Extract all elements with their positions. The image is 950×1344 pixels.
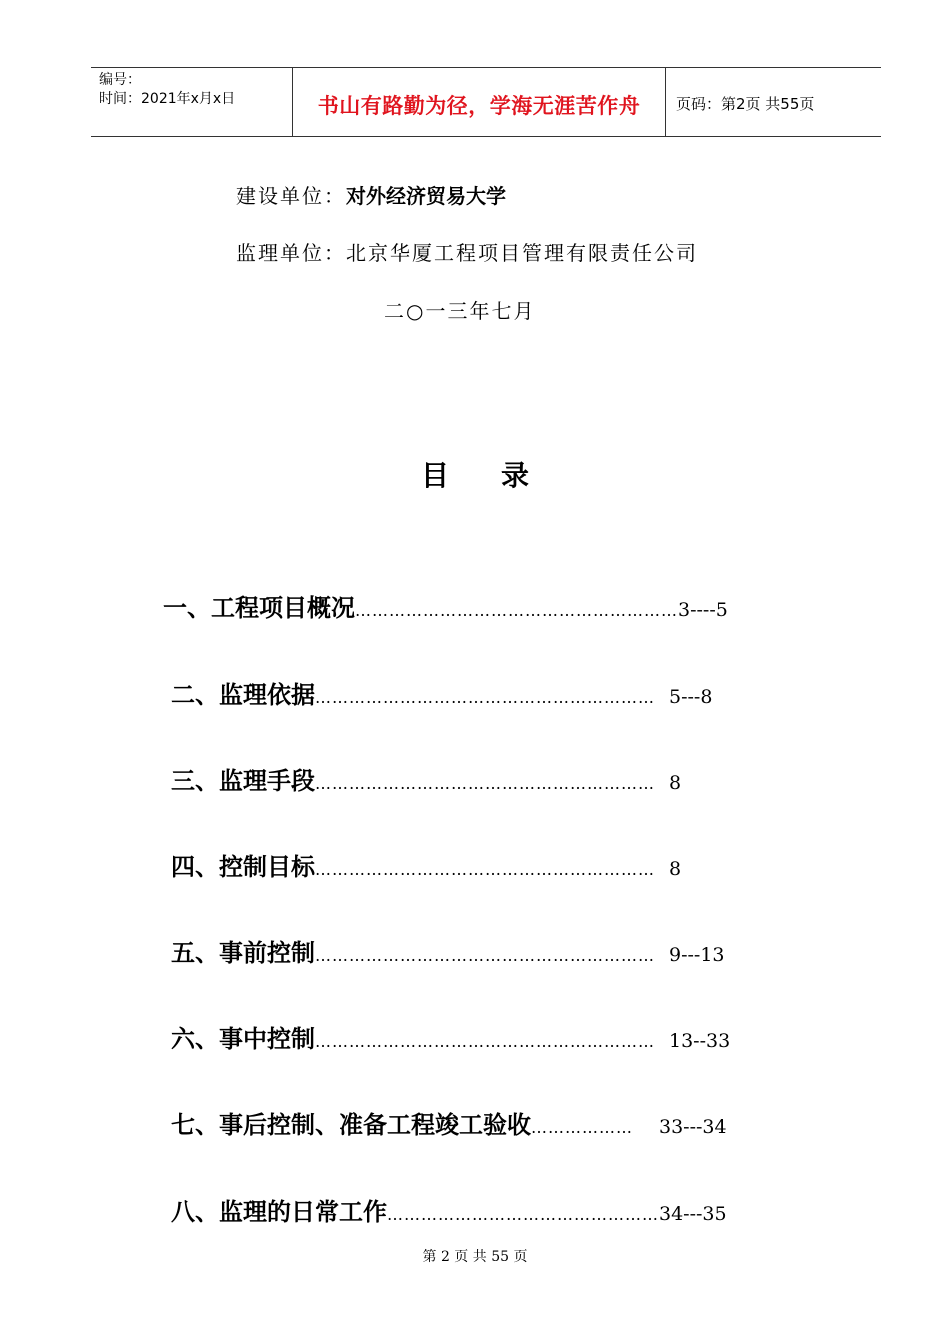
toc-item-leader: …………………………………………………… [315,946,655,965]
toc-item-pages: 13--33 [669,1030,731,1052]
toc-item-title: 二、监理依据 [171,681,315,709]
toc-item-leader: …………………………………………………… [315,688,655,707]
supervisor-row [236,237,698,266]
header-meta-cell [91,68,293,136]
supervisor-label: 监理单位： [236,241,346,265]
toc-item-title: 一、工程项目概况 [163,594,355,622]
page-footer: 第 2 页 共 55 页 [422,1249,528,1265]
toc-item-pages: 3----5 [678,599,728,621]
header-motto-cell [293,68,666,136]
toc-item-pages: 34---35 [659,1203,727,1225]
toc-item-leader: …………………………………………………… [315,860,655,879]
toc-item-title: 六、事中控制 [171,1025,315,1053]
toc-item[interactable] [171,1019,730,1054]
toc-item[interactable] [171,675,712,710]
toc-item-leader: ………………………………………… [387,1205,659,1224]
toc-item-pages: 5---8 [669,686,713,708]
toc-item-leader: …………………………………………………… [315,1032,655,1051]
toc-item-leader: ………………………………………………… [355,601,678,620]
toc-title [0,454,950,494]
header-motto: 书山有路勤为径，学海无涯苦作舟 [317,94,641,118]
supervisor-value: 北京华厦工程项目管理有限责任公司 [346,241,698,265]
client-value: 对外经济贸易大学 [346,184,506,208]
header-page-info: 页码：第2页 共55页 [676,95,815,113]
toc-item-pages: 9---13 [669,944,725,966]
toc-item-title: 七、事后控制、准备工程竣工验收 [171,1111,531,1139]
toc-item[interactable] [171,1105,727,1140]
toc-title-right: 录 [501,459,530,492]
toc-item-pages: 8 [669,858,682,880]
toc-item-title: 八、监理的日常工作 [171,1198,387,1226]
toc-item-title: 三、监理手段 [171,767,315,795]
toc-item[interactable] [171,761,681,796]
toc-item[interactable] [171,933,725,968]
toc-item-title: 五、事前控制 [171,939,315,967]
toc-item[interactable] [171,1192,727,1227]
toc-item[interactable] [171,847,681,882]
client-label: 建设单位： [236,184,346,208]
header-page-cell [666,68,881,136]
toc-title-left: 目 [420,459,449,492]
document-time-label: 时间：2021年x月x日 [99,91,236,107]
document-number-label: 编号： [99,72,141,88]
client-row [236,180,506,209]
toc-item-title: 四、控制目标 [171,853,315,881]
toc-item[interactable] [163,588,728,623]
document-date: 二○一三年七月 [384,299,536,323]
toc-item-pages: 33---34 [659,1116,727,1138]
toc-item-pages: 8 [669,772,682,794]
toc-item-leader: …………………………………………………… [315,774,655,793]
page-header [91,67,881,137]
toc-item-leader: ……………… [531,1118,633,1137]
